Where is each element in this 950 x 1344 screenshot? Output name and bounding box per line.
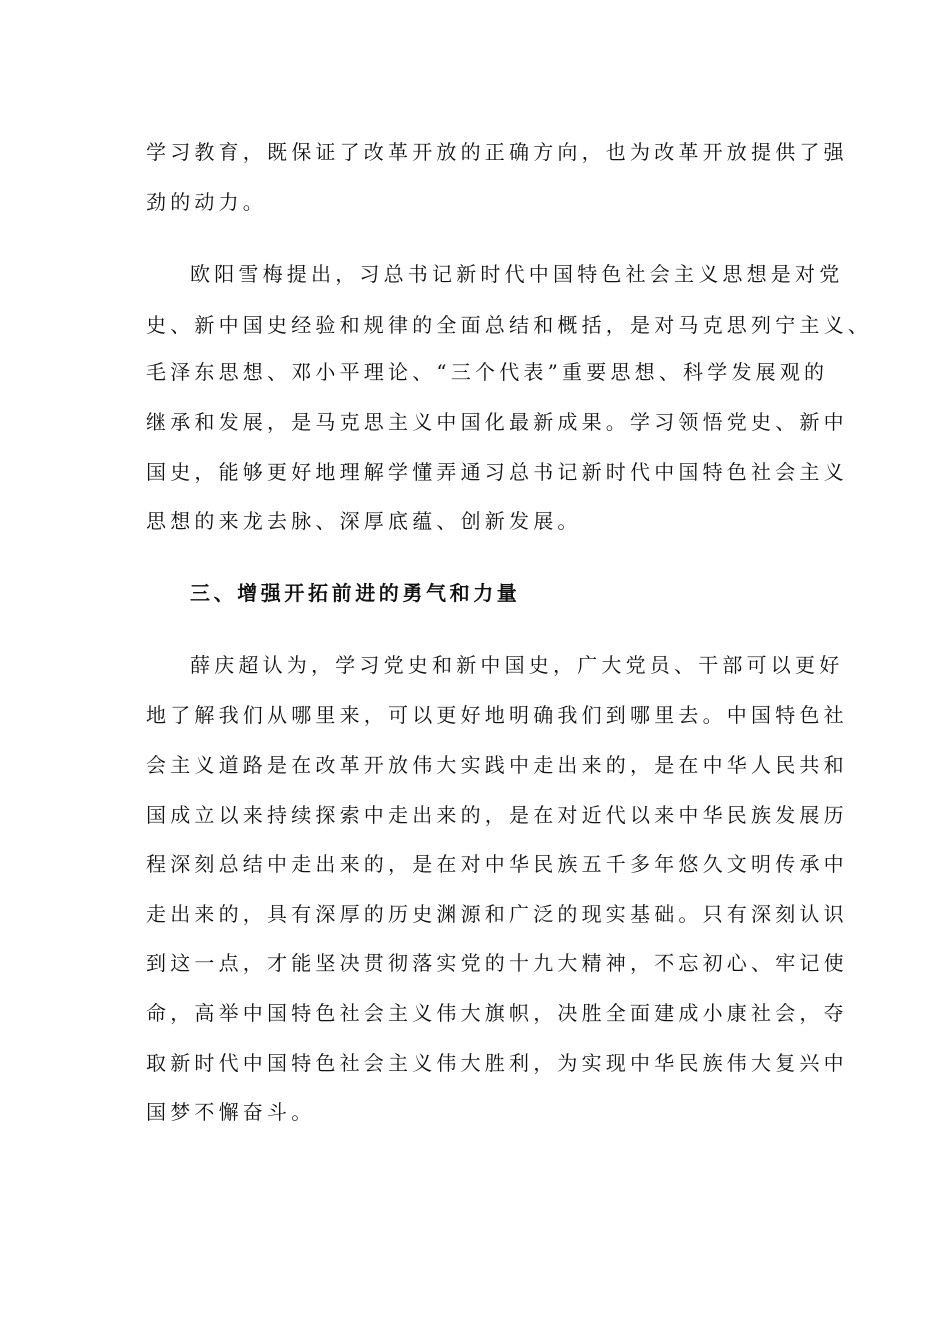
paragraph-line: 劲的动力。 bbox=[146, 190, 267, 214]
paragraph-line: 取新时代中国特色社会主义伟大胜利，为实现中华民族伟大复兴中 bbox=[146, 1051, 848, 1075]
paragraph-line: 程深刻总结中走出来的，是在对中华民族五千多年悠久文明传承中 bbox=[146, 852, 848, 876]
paragraph-line: 毛泽东思想、邓小平理论、“三个代表”重要思想、科学发展观的 bbox=[146, 360, 829, 384]
paragraph-line: 薛庆超认为，学习党史和新中国史，广大党员、干部可以更好 bbox=[190, 653, 844, 677]
paragraph-line: 走出来的，具有深厚的历史渊源和广泛的现实基础。只有深刻认识 bbox=[146, 902, 848, 926]
paragraph-line: 国成立以来持续探索中走出来的，是在对近代以来中华民族发展历 bbox=[146, 803, 848, 827]
section-heading: 三、增强开拓前进的勇气和力量 bbox=[190, 581, 521, 605]
paragraph-line: 思想的来龙去脉、深厚底蕴、创新发展。 bbox=[146, 509, 582, 533]
paragraph-line: 学习教育，既保证了改革开放的正确方向，也为改革开放提供了强 bbox=[146, 140, 848, 164]
paragraph-line: 史、新中国史经验和规律的全面总结和概括，是对马克思列宁主义、 bbox=[146, 313, 872, 337]
paragraph-line: 地了解我们从哪里来，可以更好地明确我们到哪里去。中国特色社 bbox=[146, 703, 848, 727]
paragraph-line: 继承和发展，是马克思主义中国化最新成果。学习领悟党史、新中 bbox=[146, 410, 848, 434]
paragraph-line: 欧阳雪梅提出，习总书记新时代中国特色社会主义思想是对党 bbox=[190, 262, 844, 286]
paragraph-line: 国史，能够更好地理解学懂弄通习总书记新时代中国特色社会主义 bbox=[146, 460, 848, 484]
paragraph-line: 命，高举中国特色社会主义伟大旗帜，决胜全面建成小康社会，夺 bbox=[146, 1001, 848, 1025]
paragraph-line: 到这一点，才能坚决贯彻落实党的十九大精神，不忘初心、牢记使 bbox=[146, 951, 848, 975]
paragraph-line: 国梦不懈奋斗。 bbox=[146, 1100, 316, 1124]
paragraph-line: 会主义道路是在改革开放伟大实践中走出来的，是在中华人民共和 bbox=[146, 753, 848, 777]
